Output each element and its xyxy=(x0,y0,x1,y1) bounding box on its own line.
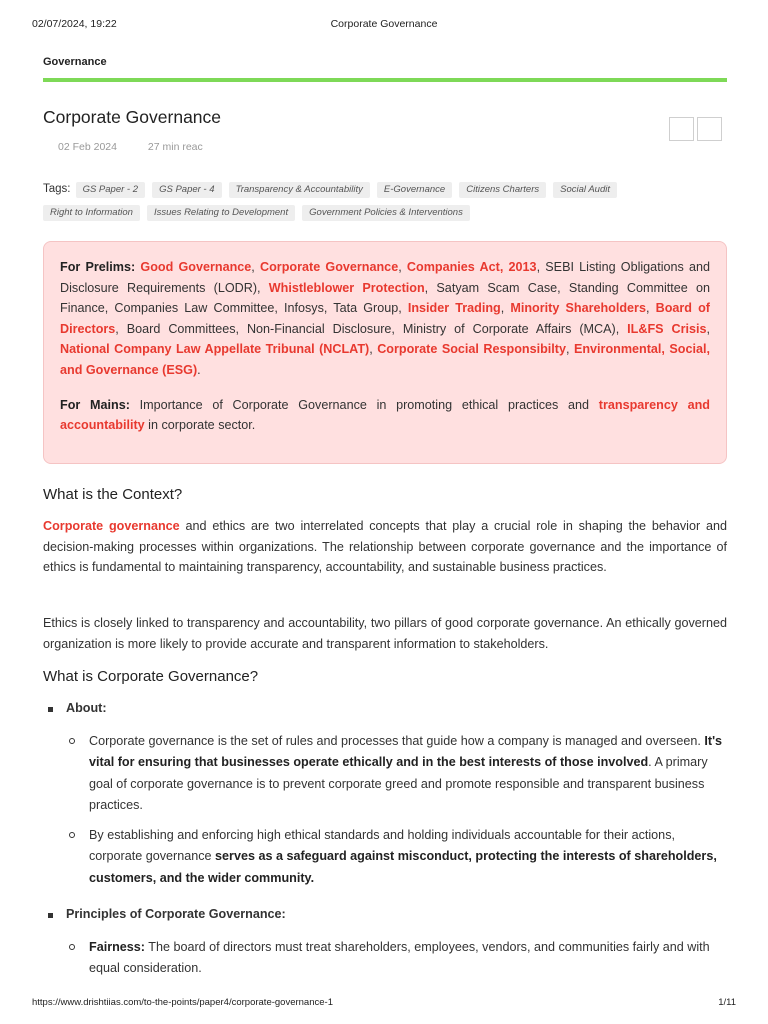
prelims-label: For Prelims: xyxy=(60,260,136,274)
text: , xyxy=(706,321,710,336)
tag[interactable]: Issues Relating to Development xyxy=(147,205,295,221)
topic-link[interactable]: National Company Law Appellate Tribunal (NCLAT) xyxy=(60,342,370,357)
text: , Satyam Scam Case, Standing Committee on Finance, Companies Law Committee, Infosys, Tata Group, xyxy=(60,280,711,316)
text: , xyxy=(500,301,511,316)
section-divider xyxy=(43,78,727,82)
section-label[interactable]: Governance xyxy=(43,56,107,68)
emphasis: serves as a safeguard against misconduct, protecting the interests of shareholders, customers, and the wider community. xyxy=(89,849,717,885)
prelims-mains-box xyxy=(43,241,727,464)
context-paragraph-1 xyxy=(43,516,727,578)
text: . xyxy=(197,362,201,377)
read-time: 27 min reac xyxy=(147,141,203,153)
text: . A primary goal of corporate governance is to prevent corporate greed and promote responsible and transparent business practices. xyxy=(89,755,708,813)
text: , xyxy=(565,342,574,357)
tags-label: Tags: xyxy=(43,183,71,195)
context-heading: What is the Context? xyxy=(43,486,183,503)
tag[interactable]: Citizens Charters xyxy=(459,182,546,198)
tags-list xyxy=(43,178,683,224)
circle-bullet xyxy=(69,738,75,744)
square-bullet xyxy=(48,707,53,712)
text: in corporate sector. xyxy=(144,418,256,433)
corporate-governance-link[interactable]: Corporate governance xyxy=(43,519,180,533)
text: By establishing and enforcing high ethical standards and holding individuals accountable for their actions, corporate governance xyxy=(89,828,675,864)
share-button-2[interactable] xyxy=(697,117,722,141)
article-date: 02 Feb 2024 xyxy=(58,141,117,153)
topic-link[interactable]: Environmental, Social, and Governance (ESG) xyxy=(60,342,710,377)
print-title: Corporate Governance xyxy=(330,18,438,30)
emphasis: It's vital for ensuring that businesses operate ethically and in the best interests of those involved xyxy=(89,734,723,770)
topic-link[interactable]: Corporate Governance xyxy=(260,260,399,274)
tag[interactable]: GS Paper - 2 xyxy=(76,182,145,198)
circle-bullet xyxy=(69,832,75,838)
share-buttons xyxy=(669,117,725,146)
principles-label: Principles of Corporate Governance: xyxy=(66,907,286,921)
topic-link[interactable]: Board of Directors xyxy=(60,301,710,336)
what-is-heading: What is Corporate Governance? xyxy=(43,668,259,685)
topic-link[interactable]: transparency and accountability xyxy=(60,397,710,433)
text: Corporate governance is the set of rules and processes that guide how a company is managed and overseen. xyxy=(89,734,705,748)
prelims-paragraph xyxy=(60,257,710,381)
topic-link[interactable]: Good Governance xyxy=(135,260,252,274)
topic-link[interactable]: Insider Trading xyxy=(407,301,501,316)
fairness-point xyxy=(89,937,723,980)
circle-bullet xyxy=(69,944,75,950)
text: and ethics are two interrelated concepts that play a crucial role in shaping the behavior and decision-making processes within organizations. The relationship between corporate governance and the importance of ethics is fundamental to maintaining transparency, accountability, and sustainable business practices. xyxy=(43,519,727,575)
topic-link[interactable]: Corporate Social Responsibilty xyxy=(377,342,566,357)
fairness-label: Fairness: xyxy=(89,940,145,954)
tag[interactable]: Transparency & Accountability xyxy=(229,182,370,198)
topic-link[interactable]: Whistleblower Protection xyxy=(268,280,425,295)
tag[interactable]: GS Paper - 4 xyxy=(152,182,221,198)
text: , xyxy=(251,260,261,274)
tag[interactable]: E-Governance xyxy=(377,182,452,198)
tag[interactable]: Right to Information xyxy=(43,205,140,221)
text: , xyxy=(369,342,378,357)
page-number: 1/11 xyxy=(718,997,736,1008)
context-paragraph-2: Ethics is closely linked to transparency and accountability, two pillars of good corporate governance. An ethically governed organization is more likely to provide accurate and transparent information to stakeholders. xyxy=(43,616,727,651)
tag[interactable]: Social Audit xyxy=(553,182,617,198)
topic-link[interactable]: Minority Shareholders xyxy=(510,301,646,316)
topic-link[interactable]: Companies Act, 2013 xyxy=(406,260,537,274)
topic-link[interactable]: IL&FS Crisis xyxy=(627,321,707,336)
text: , SEBI Listing Obligations and Disclosure Requirements (LODR), xyxy=(60,260,711,295)
text: Importance of Corporate Governance in promoting ethical practices and xyxy=(129,397,599,412)
print-date: 02/07/2024, 19:22 xyxy=(32,18,117,30)
mains-paragraph xyxy=(60,395,710,436)
text: , xyxy=(645,301,656,316)
square-bullet xyxy=(48,913,53,918)
share-button-1[interactable] xyxy=(669,117,694,141)
page-title: Corporate Governance xyxy=(43,107,222,127)
text: , xyxy=(398,260,407,274)
text: The board of directors must treat shareholders, employees, vendors, and communities fairly and with equal consideration. xyxy=(89,940,710,976)
tag[interactable]: Government Policies & Interventions xyxy=(302,205,470,221)
page-url: https://www.drishtiias.com/to-the-points/paper4/corporate-governance-1 xyxy=(32,997,333,1008)
article-meta xyxy=(58,141,231,153)
text: , Board Committees, Non-Financial Disclosure, Ministry of Corporate Affairs (MCA), xyxy=(115,321,628,336)
about-point-1 xyxy=(89,731,723,817)
mains-label: For Mains: xyxy=(60,397,130,412)
about-point-2 xyxy=(89,825,723,889)
about-label: About: xyxy=(66,701,107,715)
